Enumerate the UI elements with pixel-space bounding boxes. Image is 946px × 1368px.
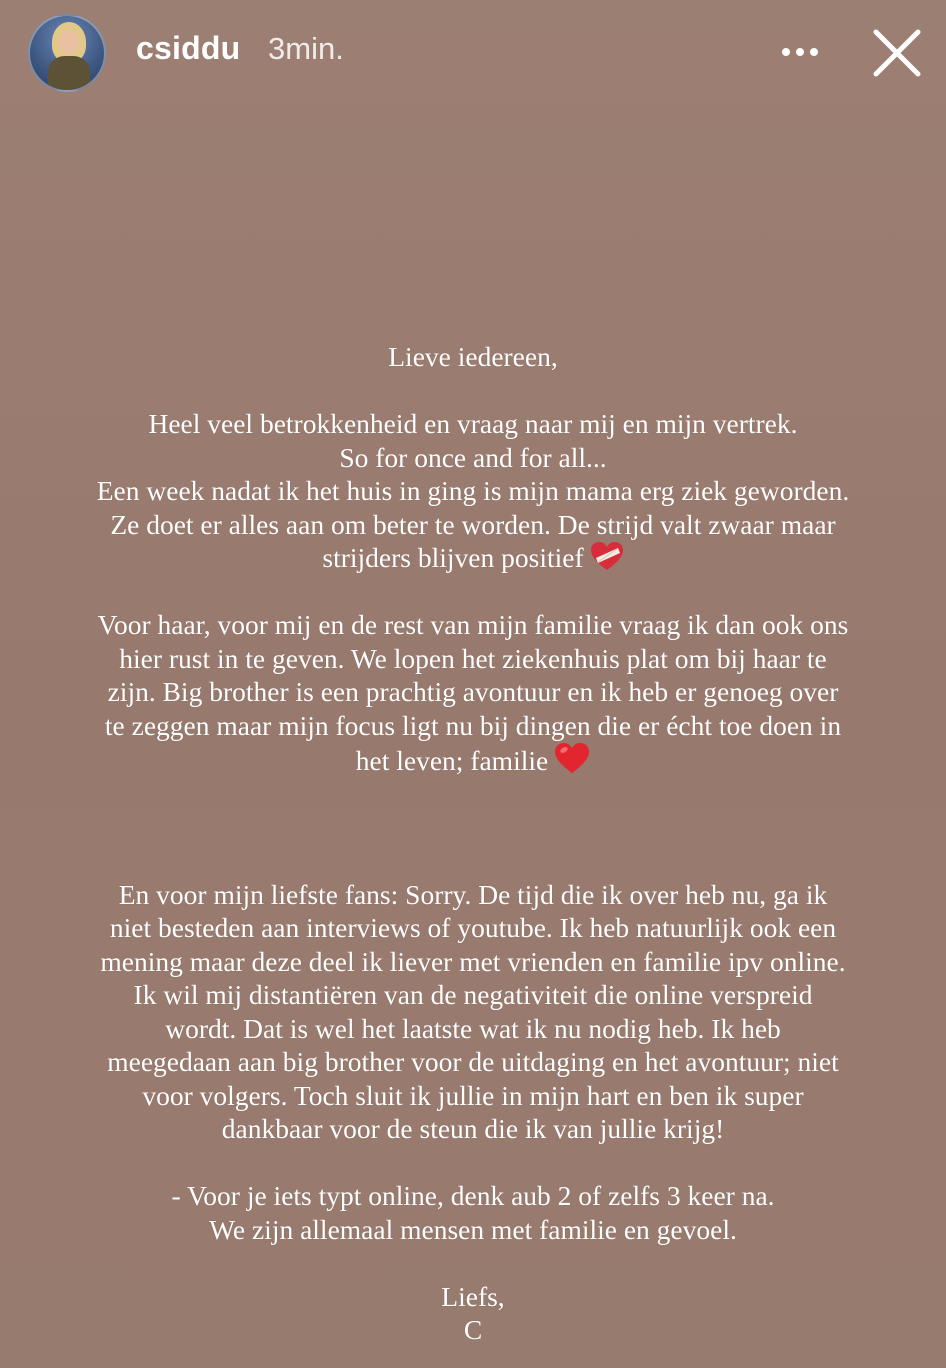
paragraph-2-line-4: te zeggen maar mijn focus ligt nu bij dingen die er écht toe doen in — [104, 709, 842, 741]
paragraph-2-line-5-text: het leven; familie — [355, 745, 549, 776]
paragraph-1-line-1: Heel veel betrokkenheid en vraag naar mij en mijn vertrek. — [148, 408, 798, 439]
paragraph-3-line-7: voor volgers. Toch sluit ik jullie in mijn hart en ben ik super — [142, 1079, 804, 1111]
username[interactable]: csiddu — [136, 30, 241, 66]
paragraph-3-line-6: meegedaan aan big brother voor de uitdaging en het avontuur; niet — [107, 1046, 839, 1077]
paragraph-2-line-2: hier rust in te geven. We lopen het ziekenhuis plat om bij haar te — [119, 642, 827, 674]
spacer — [40, 1146, 906, 1180]
avatar-dress — [48, 56, 90, 92]
red-heart-icon — [554, 742, 590, 776]
avatar-face — [59, 30, 79, 54]
signoff-line-1: Liefs, — [441, 1280, 505, 1312]
paragraph-1-line-2: So for once and for all... — [339, 441, 607, 473]
paragraph-1-line-5 — [40, 541, 906, 575]
paragraph-4-line-1: - Voor je iets typt online, denk aub 2 of zelfs 3 keer na. — [171, 1180, 775, 1211]
spacer — [40, 1246, 906, 1280]
paragraph-3-line-4: Ik wil mij distantiëren van de negativiteit die online verspreid — [133, 979, 813, 1010]
avatar[interactable] — [28, 14, 106, 92]
story-timestamp: 3min. — [268, 31, 344, 66]
paragraph-2-line-5 — [40, 742, 906, 778]
story-text — [40, 340, 906, 1347]
mending-heart-icon — [590, 541, 624, 573]
paragraph-1-line-4: Ze doet er alles aan om beter te worden. De strijd valt zwaar maar — [110, 508, 836, 540]
paragraph-2-line-3: zijn. Big brother is een prachtig avontuur en ik heb er genoeg over — [107, 676, 839, 707]
more-dots-icon[interactable] — [776, 36, 824, 68]
spacer — [40, 575, 906, 609]
paragraph-3-line-3: mening maar deze deel ik liever met vrienden en familie ipv online. — [100, 945, 846, 977]
paragraph-1-line-5-text: strijders blijven positief — [322, 542, 584, 573]
signoff-line-2: C — [463, 1314, 483, 1345]
paragraph-3-line-8: dankbaar voor de steun die ik van jullie krijg! — [221, 1113, 725, 1144]
spacer — [40, 778, 906, 878]
paragraph-3-line-2: niet besteden aan interviews of youtube. Ik heb natuurlijk ook een — [109, 912, 837, 943]
greeting: Lieve iedereen, — [388, 341, 558, 372]
spacer — [40, 374, 906, 408]
story-header — [0, 0, 946, 110]
close-icon[interactable] — [868, 24, 926, 82]
paragraph-3-line-1: En voor mijn liefste fans: Sorry. De tijd die ik over heb nu, ga ik — [118, 878, 828, 910]
paragraph-3-line-5: wordt. Dat is wel het laatste wat ik nu nodig heb. Ik heb — [165, 1012, 781, 1044]
paragraph-4-line-2: We zijn allemaal mensen met familie en gevoel. — [209, 1213, 737, 1245]
paragraph-2-line-1: Voor haar, voor mij en de rest van mijn familie vraag ik dan ook ons — [97, 609, 849, 640]
paragraph-1-line-3: Een week nadat ik het huis in ging is mijn mama erg ziek geworden. — [96, 475, 850, 506]
